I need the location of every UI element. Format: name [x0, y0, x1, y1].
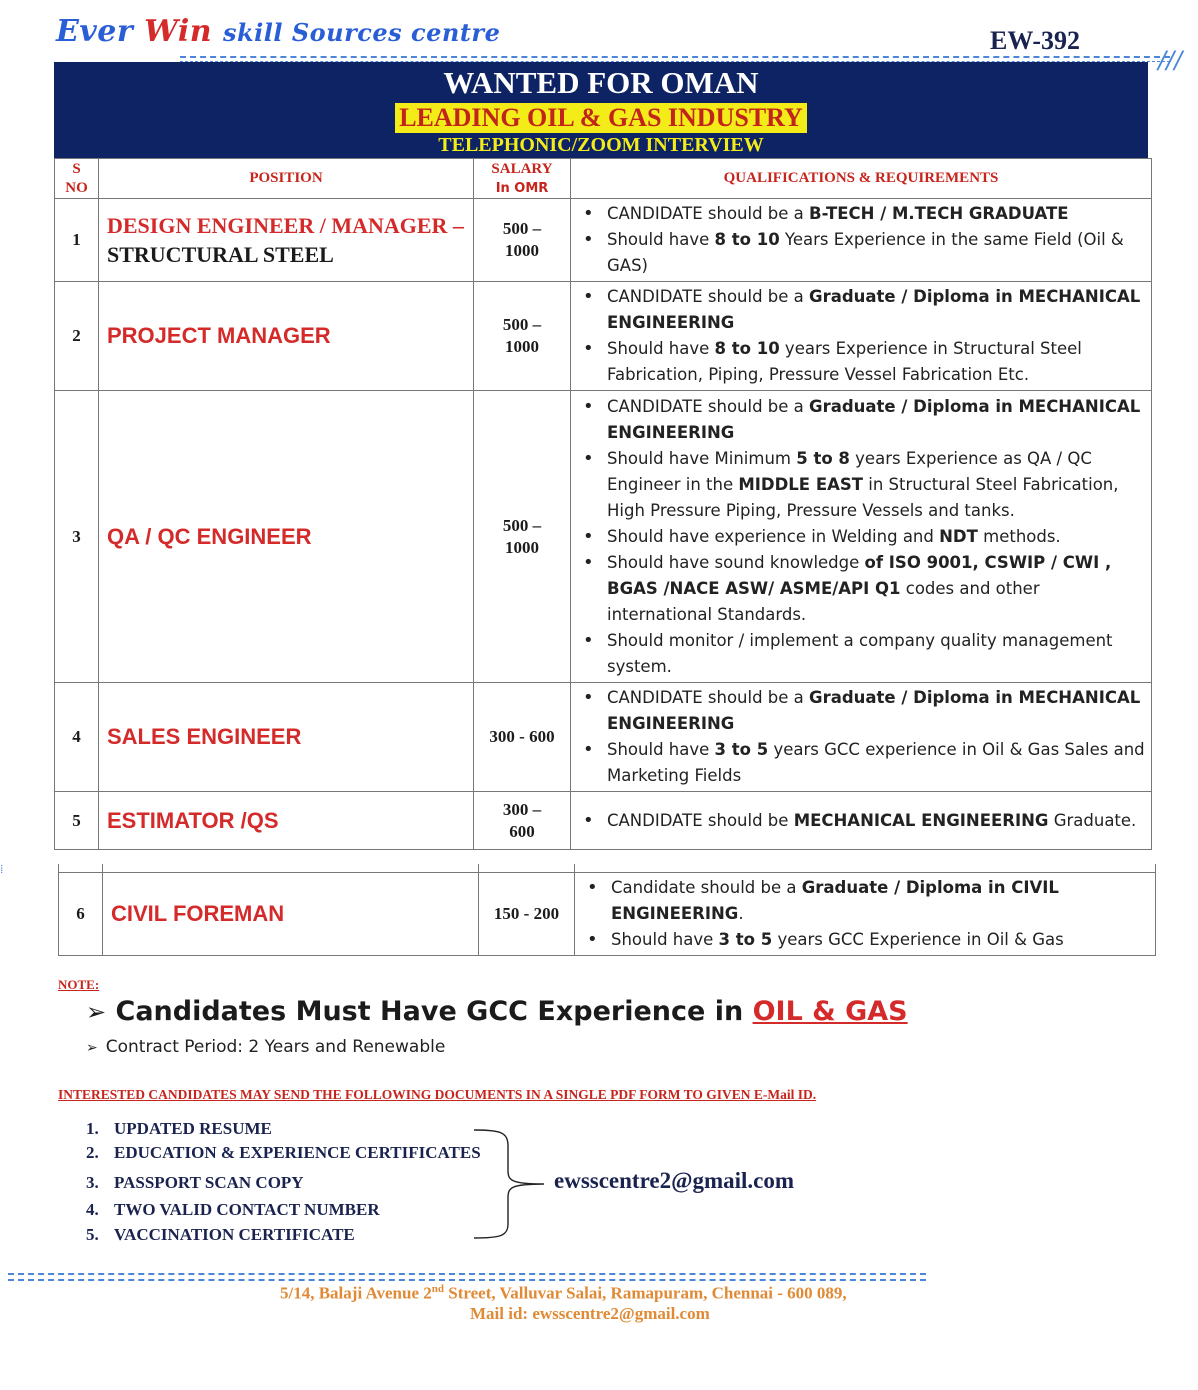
table-row	[55, 792, 1152, 850]
title-banner	[54, 62, 1148, 158]
requirement-item: • CANDIDATE should be MECHANICAL ENGINEERING Graduate.	[577, 808, 1145, 834]
row-salary: 300 – 600	[474, 792, 571, 850]
interested-instruction: INTERESTED CANDIDATES MAY SEND THE FOLLOWING DOCUMENTS IN A SINGLE PDF FORM TO GIVEN E-Mail ID.	[58, 1087, 817, 1102]
requirement-item: • Candidate should be a Graduate / Diploma in CIVIL ENGINEERING.	[581, 875, 1149, 927]
row-sno: 6	[59, 872, 103, 955]
requirement-item: • Should have 8 to 10 years Experience in Structural Steel Fabrication, Piping, Pressure Vessel Fabrication Etc.	[577, 336, 1145, 388]
row-requirements	[575, 872, 1156, 955]
row-sno: 4	[55, 683, 99, 792]
requirement-item: • Should have 3 to 5 years GCC Experience in Oil & Gas	[581, 927, 1149, 953]
footer-address: 5/14, Balaji Avenue 2nd Street, Valluvar Salai, Ramapuram, Chennai - 600 089,	[280, 1283, 847, 1303]
row-requirements	[571, 391, 1152, 683]
row-salary: 500 – 1000	[474, 282, 571, 391]
salary-header: SALARY In OMR	[474, 159, 571, 199]
row-requirements	[571, 683, 1152, 792]
document-item: 3. PASSPORT SCAN COPY	[86, 1173, 304, 1192]
document-item: 5. VACCINATION CERTIFICATE	[86, 1225, 355, 1244]
requirement-item: • CANDIDATE should be a Graduate / Diploma in MECHANICAL ENGINEERING	[577, 394, 1145, 446]
row-position: DESIGN ENGINEER / MANAGER – STRUCTURAL STEEL	[99, 199, 474, 282]
row-requirements	[571, 282, 1152, 391]
arrow-icon: ➢	[86, 1040, 98, 1056]
requirement-item: • Should have 8 to 10 Years Experience in the same Field (Oil & GAS)	[577, 227, 1145, 279]
row-sno: 2	[55, 282, 99, 391]
gcc-note	[86, 996, 908, 1027]
requirement-item: • CANDIDATE should be a Graduate / Diploma in MECHANICAL ENGINEERING	[577, 284, 1145, 336]
row-requirements	[571, 199, 1152, 282]
table-spacer-row	[59, 864, 1156, 872]
table-header-row	[55, 159, 1152, 199]
requirement-item: • CANDIDATE should be a Graduate / Diploma in MECHANICAL ENGINEERING	[577, 685, 1145, 737]
brand-rest: skill Sources centre	[222, 18, 501, 47]
table-row	[59, 872, 1156, 955]
requirement-item: • CANDIDATE should be a B-TECH / M.TECH GRADUATE	[577, 201, 1145, 227]
email-link[interactable]: ewsscentre2@gmail.com	[554, 1168, 795, 1193]
contract-note	[86, 1037, 445, 1057]
reference-code: EW-392	[990, 26, 1081, 55]
table-row	[55, 683, 1152, 792]
requirement-item: • Should have 3 to 5 years GCC experience in Oil & Gas Sales and Marketing Fields	[577, 737, 1145, 789]
document-item: 1. UPDATED RESUME	[86, 1119, 272, 1138]
footer-mail: Mail id: ewsscentre2@gmail.com	[470, 1304, 710, 1323]
contract-text: Contract Period: 2 Years and Renewable	[105, 1037, 446, 1057]
row-sno: 1	[55, 199, 99, 282]
requirement-item: • Should have experience in Welding and NDT methods.	[577, 524, 1145, 550]
slash-decoration-icon: ///	[1158, 46, 1183, 74]
table-row	[55, 199, 1152, 282]
row-requirements	[571, 792, 1152, 850]
interview-mode: TELEPHONIC/ZOOM INTERVIEW	[438, 134, 764, 156]
gcc-note-highlight: OIL & GAS	[752, 996, 908, 1027]
table-row	[55, 391, 1152, 683]
row-salary: 150 - 200	[479, 872, 575, 955]
row-position: SALES ENGINEER	[99, 683, 474, 792]
qualifications-header: QUALIFICATIONS & REQUIREMENTS	[571, 159, 1152, 199]
cut-marker-icon: ⁞	[0, 862, 4, 876]
jobs-table	[54, 158, 1152, 850]
row-salary: 500 – 1000	[474, 391, 571, 683]
position-header: POSITION	[99, 159, 474, 199]
footer-divider	[8, 1273, 926, 1281]
note-label: NOTE:	[58, 977, 100, 992]
row-position: QA / QC ENGINEER	[99, 391, 474, 683]
row-position: PROJECT MANAGER	[99, 282, 474, 391]
industry-subtitle: LEADING OIL & GAS INDUSTRY	[395, 103, 807, 133]
document-item: 4. TWO VALID CONTACT NUMBER	[86, 1200, 380, 1219]
requirement-item: • Should have Minimum 5 to 8 years Experience as QA / QC Engineer in the MIDDLE EAST in Structural Steel Fabrication, High Pressure Piping, Pressure Vessels and tanks.	[577, 446, 1145, 524]
brace-icon	[470, 1126, 550, 1244]
page-title: WANTED FOR OMAN	[443, 65, 759, 100]
requirement-item: • Should have sound knowledge of ISO 9001, CSWIP / CWI , BGAS /NACE ASW/ ASME/API Q1 codes and other international Standards.	[577, 550, 1145, 628]
row-salary: 300 - 600	[474, 683, 571, 792]
row-sno: 3	[55, 391, 99, 683]
row-sno: 5	[55, 792, 99, 850]
row-salary: 500 – 1000	[474, 199, 571, 282]
row-position: CIVIL FOREMAN	[103, 872, 479, 955]
jobs-table-continued	[58, 864, 1156, 956]
requirement-item: • Should monitor / implement a company quality management system.	[577, 628, 1145, 680]
brand-logo-text	[56, 14, 500, 49]
arrow-icon: ➢	[86, 998, 107, 1026]
table-row	[55, 282, 1152, 391]
document-item: 2. EDUCATION & EXPERIENCE CERTIFICATES	[86, 1143, 481, 1162]
gcc-note-text: Candidates Must Have GCC Experience in	[115, 996, 753, 1027]
sno-header: S NO	[55, 159, 99, 199]
brand-ever: Ever	[56, 14, 134, 49]
row-position: ESTIMATOR /QS	[99, 792, 474, 850]
brand-win: Win	[144, 14, 213, 49]
